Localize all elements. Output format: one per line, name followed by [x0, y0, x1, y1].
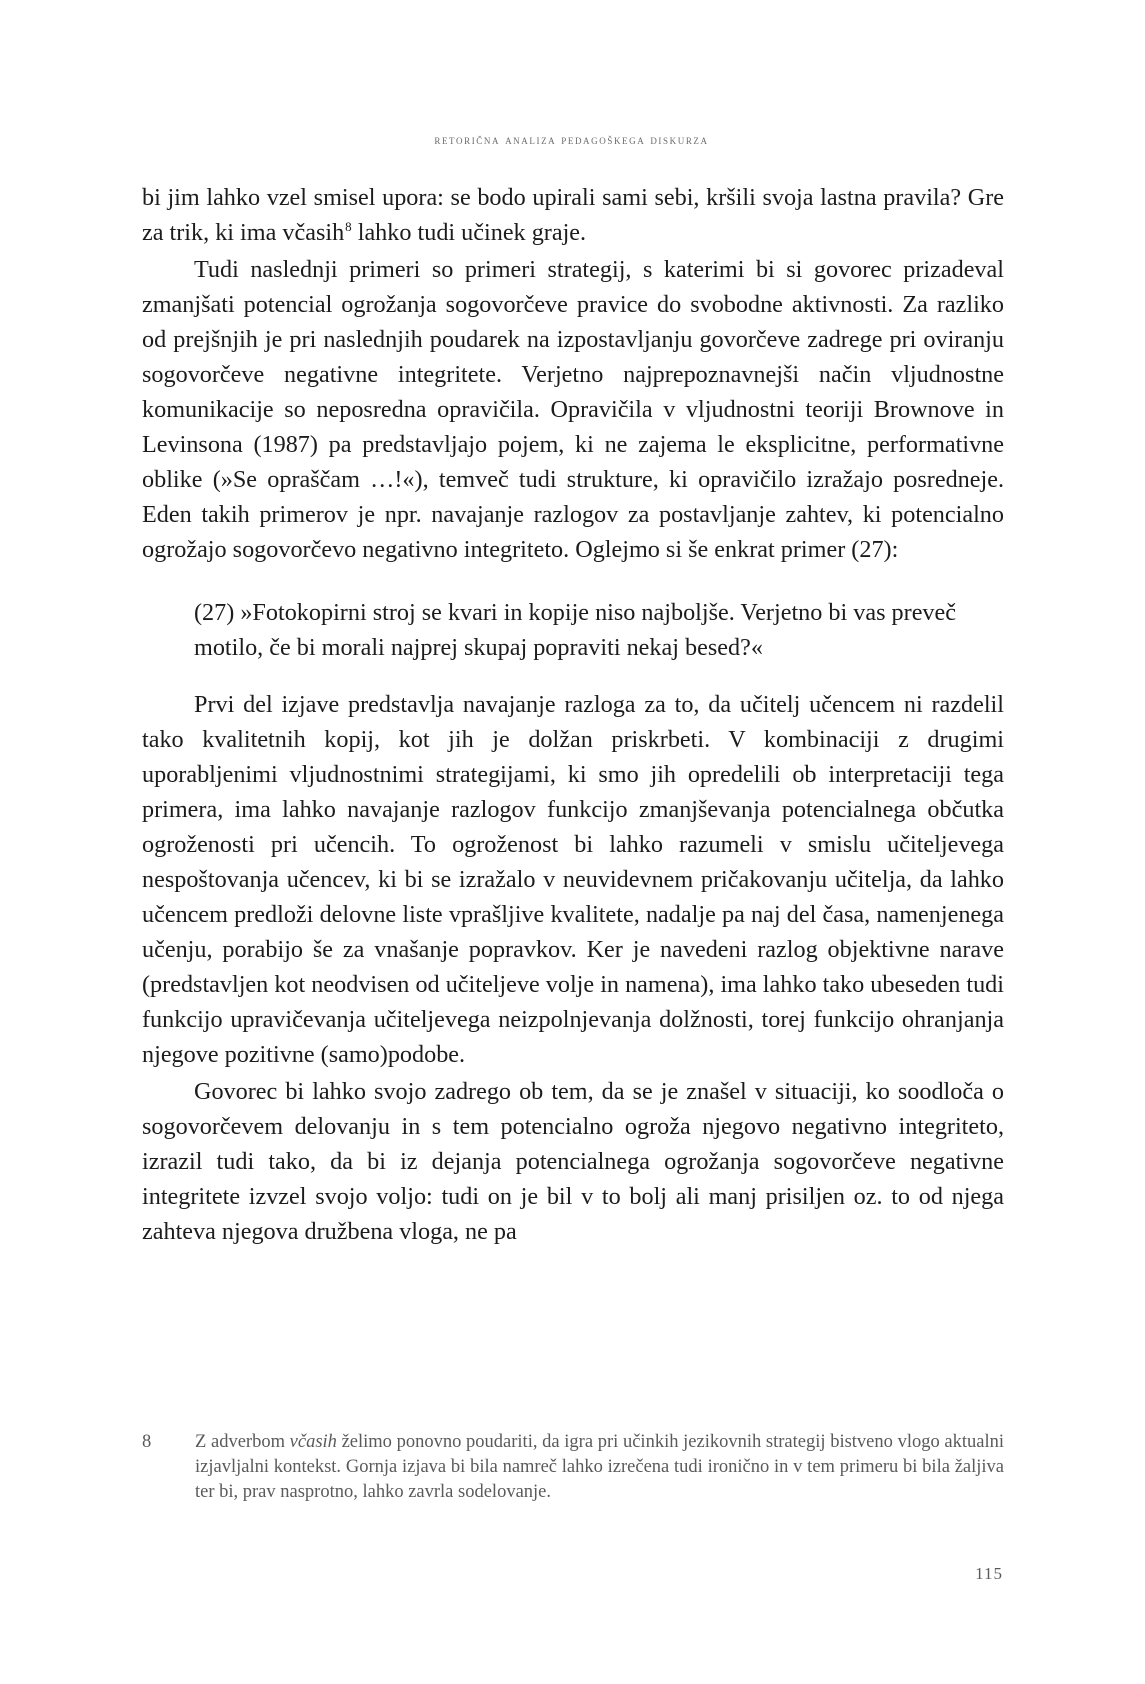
- page-number: 115: [975, 1564, 1003, 1583]
- footnote-number: 8: [142, 1432, 152, 1452]
- paragraph: Govorec bi lahko svojo zadrego ob tem, da se je znašel v situaciji, ko soodloča o sogovorčevem delovanju in s tem potencialno ogroža njegovo negativno integriteto, izrazil tudi tako, da bi iz dejanja potencialnega ogrožanja sogovorčeve negativne integritete izvzel svojo voljo: tudi on je bil v to bolj ali manj prisiljen oz. to od njega zahteva njegova družbena vloga, ne pa: [142, 1078, 1004, 1245]
- running-head: [140, 132, 1003, 148]
- paragraph-continuation: [142, 180, 1004, 250]
- footnote-italic-term: včasih: [289, 1432, 337, 1452]
- footnote: [142, 1430, 1004, 1505]
- paragraph: Prvi del izjave predstavlja navajanje razloga za to, da učitelj učencem ni razdelil tako kvalitetnih kopij, kot jih je dolžan priskrbeti. V kombinaciji z drugimi uporabljenimi vljudnostnimi strategijami, ki smo jih opredelili ob interpretaciji tega primera, ima lahko navajanje razlogov funkcijo zmanjševanja potencialnega občutka ogroženosti pri učencih. To ogroženost bi lahko razumeli v smislu učiteljevega nespoštovanja učencev, ki bi se izražalo v neuvidevnem pričakovanju učitelja, da lahko učencem predloži delovne liste vprašljive kvalitete, nadalje pa naj del časa, namenjenega učenju, porabijo še za vnašanje popravkov. Ker je navedeni razlog objektivne narave (predstavljen kot neodvisen od učiteljeve volje in namena), ima lahko tako ubeseden tudi funkcijo upravičevanja učiteljevega neizpolnjevanja dolžnosti, torej funkcijo ohranjanja njegove pozitivne (samo)podobe.: [142, 691, 1004, 1068]
- paragraph-text: bi jim lahko vzel smisel upora: se bodo upirali sami sebi, kršili svoja lastna pravila? Gre za trik, ki ima včasih: [142, 184, 1004, 246]
- running-head-text: retorična analiza pedagoškega diskurza: [434, 132, 709, 147]
- footnotes: [142, 1430, 1004, 1505]
- example-quote: (27) »Fotokopirni stroj se kvari in kopije niso najboljše. Verjetno bi vas preveč motilo, če bi morali najprej skupaj popraviti nekaj besed?«: [194, 599, 956, 661]
- paragraph: Tudi naslednji primeri so primeri strategij, s katerimi bi si govorec prizadeval zmanjšati potencial ogrožanja sogovorčeve pravice do svobodne aktivnosti. Za razliko od prejšnjih je pri naslednjih poudarek na izpostavljanju govorčeve zadrege pri oviranju sogovorčeve negativne integritete. Verjetno najprepoznavnejši način vljudnostne komunikacije so neposredna opravičila. Opravičila v vljudnostni teoriji Brownove in Levinsona (1987) pa predstavljajo pojem, ki ne zajema le eksplicitne, performativne oblike (»Se opraščam …!«), temveč tudi strukture, ki opravičilo izražajo posredneje. Eden takih primerov je npr. navajanje razlogov za postavljanje zahtev, ki potencialno ogrožajo sogovorčevo negativno integriteto. Oglejmo si še enkrat primer (27):: [142, 256, 1004, 563]
- footnote-text-part: želimo ponovno poudariti, da igra pri učinkih jezikovnih strategij bistveno vlogo aktualni izjavljalni kontekst. Gornja izjava bi bila namreč lahko izrečena tudi ironično in v tem primeru bi bila žaljiva ter bi, prav nasprotno, lahko zavrla sodelovanje.: [195, 1432, 1004, 1502]
- footnote-reference[interactable]: 8: [345, 219, 352, 234]
- footnote-text: [195, 1430, 1004, 1505]
- footnote-text-part: Z adverbom: [195, 1432, 290, 1452]
- paragraph-text: lahko tudi učinek graje.: [351, 219, 587, 246]
- body-text: [142, 180, 1004, 1249]
